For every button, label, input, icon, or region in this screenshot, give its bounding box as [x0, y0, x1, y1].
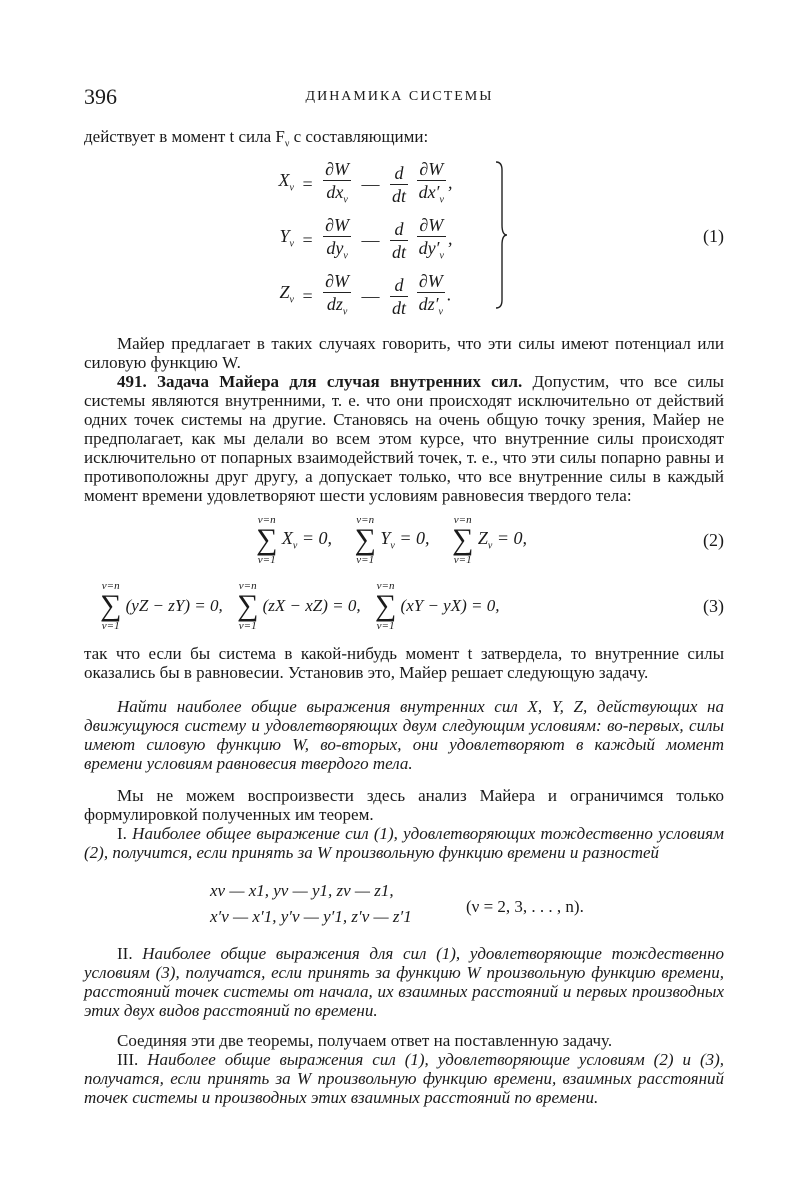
- equation-number-1: (1): [703, 226, 724, 246]
- differences-row-2: x′ν — x′1, y′ν — y′1, z′ν — z′1: [210, 907, 412, 926]
- paragraph-cannot: Мы не можем воспроизвести здесь анализ Майера и ограничимся только формулировкой полученных им теорем.: [84, 786, 724, 824]
- section-heading: 491. Задача Майера для случая внутренних сил.: [117, 372, 523, 391]
- page-number: 396: [84, 84, 117, 109]
- fraction: $\frac{\partial W}{dx_\nu}$: [325, 158, 350, 206]
- intro-line: [84, 127, 724, 153]
- differences-block: [210, 878, 412, 930]
- intro-end: с составляющими:: [289, 127, 429, 146]
- intro-sub: ν: [284, 138, 290, 150]
- paragraph-combine: Соединяя эти две теоремы, получаем ответ на поставленную задачу.: [117, 1031, 613, 1050]
- eq1-lhs-y: Y: [279, 226, 290, 246]
- summation-icon: ν=n ∑ ν=1: [354, 514, 376, 566]
- eq1-row-y: $Y_\nu$ = $\frac{\partial W}{dy_\nu}$ — $\frac{d}{dt}$ $\frac{\partial W}{dy'_\nu}$ ,: [250, 208, 452, 264]
- eq1-row-z: $Z_\nu$ = $\frac{\partial W}{dz_\nu}$ — $\frac{d}{dt}$ $\frac{\partial W}{dz'_\nu}$ .: [250, 264, 452, 320]
- minus-sign: —: [361, 174, 380, 195]
- equation-2: ν=n ∑ ν=1 $X_\nu = 0$, ν=n ∑ ν=1 $Y_\nu = 0$, ν=n ∑ ν=1 $Z_\nu = 0$,: [256, 514, 528, 566]
- fraction: $\frac{\partial W}{dz'_\nu}$: [418, 270, 443, 318]
- paragraph-mayer: Майер предлагает в таких случаях говорить, что эти силы имеют потенциал или силовую функцию W.: [84, 334, 724, 372]
- summation-icon: ν=n ∑ ν=1: [374, 580, 397, 632]
- equals-sign: =: [302, 174, 313, 195]
- paragraph-after: так что если бы система в какой-нибудь момент t затвердела, то внутренние силы оказались бы в равновесии. Установив это, Майер решает следующую задачу.: [84, 644, 724, 682]
- summation-icon: ν=n ∑ ν=1: [236, 580, 259, 632]
- fraction: $\frac{d}{dt}$: [392, 274, 407, 318]
- theorem-1-label: I.: [117, 824, 127, 843]
- intro-text: действует в момент t сила F: [84, 127, 285, 146]
- theorem-2: [84, 944, 724, 1020]
- right-brace-icon: [494, 160, 508, 310]
- equals-sign: =: [302, 230, 313, 251]
- equation-number-3: (3): [703, 596, 724, 616]
- section-text: Допустим, что все силы системы являются внутренними, т. е. что они происходят исключительно от действий одних точек системы на другие. Становясь на очень общую точку зрения, Майер не предполагает, как мы делали во всем этом курсе, что внутренние силы происходят исключительно от попарных взаимодействий точек, т. е., что эти силы попарно равны и противоположны друг другу, а допускает только, что все внутренние силы в каждый момент времени удовлетворяют шести условиям равновесия твердого тела:: [84, 372, 724, 505]
- fraction: $\frac{d}{dt}$: [392, 218, 407, 262]
- minus-sign: —: [361, 286, 380, 307]
- section-491: [84, 372, 724, 505]
- theorem-1: [84, 824, 724, 862]
- summation-icon: ν=n ∑ ν=1: [100, 580, 122, 632]
- running-title: ДИНАМИКА СИСТЕМЫ: [305, 89, 494, 104]
- summation-icon: ν=n ∑ ν=1: [256, 514, 278, 566]
- summation-icon: ν=n ∑ ν=1: [452, 514, 474, 566]
- equals-sign: =: [302, 286, 313, 307]
- theorem-3-label: III.: [117, 1050, 139, 1069]
- problem-statement: Найти наиболее общие выражения внутренних сил X, Y, Z, действующих на движущуюся систему и удовлетворяющих двум следующим условиям: во-первых, силы имеют силовую функцию W, во-вторых, они удовлетворяют в каждый момент времени условиям равновесия твердого тела.: [84, 697, 724, 773]
- fraction: $\frac{\partial W}{dy'_\nu}$: [418, 214, 444, 262]
- fraction: $\frac{\partial W}{dx'_\nu}$: [418, 158, 444, 206]
- theorem-3: [84, 1050, 724, 1107]
- eq1-lhs-x: X: [278, 170, 290, 190]
- differences-range: (ν = 2, 3, . . . , n).: [466, 897, 584, 916]
- differences-row-1: xν — x1, yν — y1, zν — z1,: [210, 881, 394, 900]
- equation-number-2: (2): [703, 530, 724, 550]
- theorem-2-text: Наиболее общие выражения для сил (1), удовлетворяющие тождественно условиям (3), получатся, если принять за функцию W произвольную функцию времени, расстояний точек системы от начала, их взаимных расстояний и первых производных этих двух видов расстояний по времени.: [84, 944, 725, 1020]
- theorem-2-label: II.: [117, 944, 133, 963]
- theorem-1-text: Наиболее общее выражение сил (1), удовлетворяющих тождественно условиям (2), получится, если принять за W произвольную функцию времени и разностей: [84, 824, 724, 862]
- theorem-3-text: Наиболее общие выражения сил (1), удовлетворяющие условиям (2) и (3), получатся, если принять за W произвольную функцию времени, взаимных расстояний точек системы и производных этих взаимных расстояний по времени.: [84, 1050, 725, 1107]
- fraction: $\frac{d}{dt}$: [392, 162, 407, 206]
- eq1-row-x: $X_\nu$ = $\frac{\partial W}{dx_\nu}$ — $\frac{d}{dt}$ $\frac{\partial W}{dx'_\nu}$ ,: [250, 152, 452, 208]
- minus-sign: —: [361, 230, 380, 251]
- equation-system-1: [250, 152, 452, 320]
- equation-3: ν=n ∑ ν=1 (yZ − zY) = 0, ν=n ∑ ν=1 (zX − xZ) = 0, ν=n ∑ ν=1 (xY − yX) = 0,: [100, 580, 500, 632]
- fraction: $\frac{\partial W}{dz_\nu}$: [325, 270, 350, 318]
- eq1-lhs-z: Z: [279, 282, 290, 302]
- fraction: $\frac{\partial W}{dy_\nu}$: [325, 214, 350, 262]
